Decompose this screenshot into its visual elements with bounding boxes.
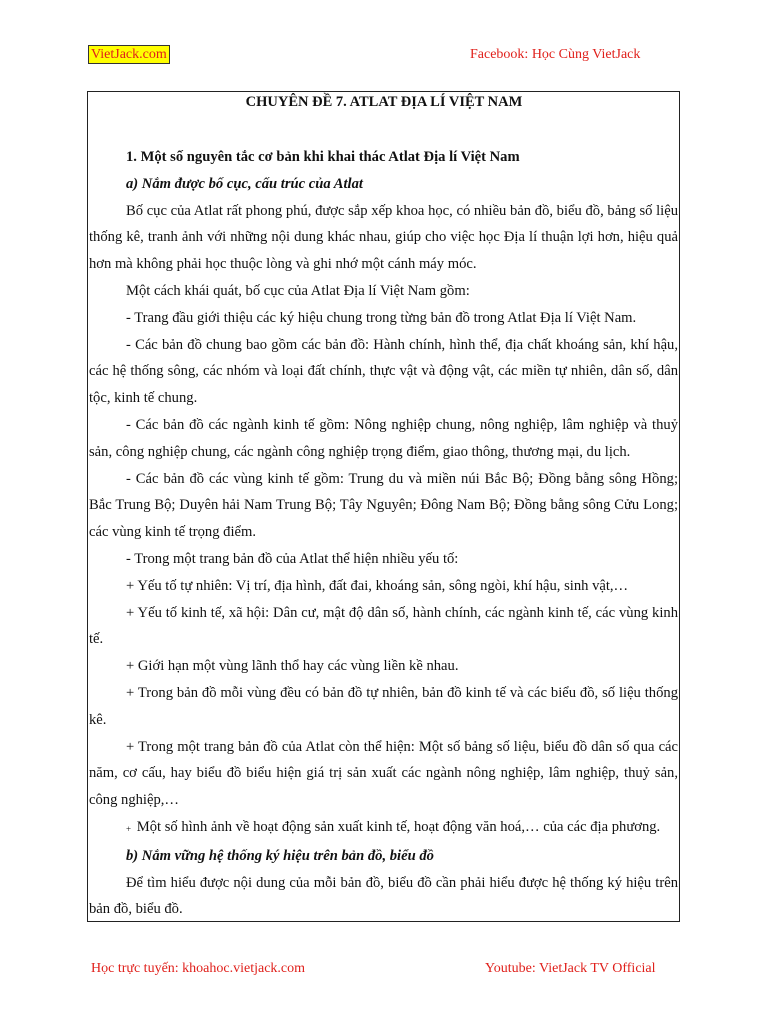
list-item: + Trong bản đồ mỗi vùng đều có bản đồ tự nhiên, bản đồ kinh tế và các biểu đồ, số liệu thống kê.	[89, 684, 678, 728]
list-item: + Trong một trang bản đồ của Atlat còn thể hiện: Một số bảng số liệu, biểu đồ dân số qua các năm, cơ cấu, hay biểu đồ biểu hiện giá trị sản xuất các ngành nông nghiệp, lâm nghiệp, thuỷ sản, công nghiệp,…	[89, 738, 678, 809]
vietjack-brand-link[interactable]: VietJack.com	[88, 45, 170, 64]
online-learning-link[interactable]: Học trực tuyến: khoahoc.vietjack.com	[91, 961, 306, 976]
facebook-label: Facebook: Học Cùng VietJack	[470, 47, 641, 62]
page-title: CHUYÊN ĐỀ 7. ATLAT ĐỊA LÍ VIỆT NAM	[245, 94, 523, 110]
list-item: - Các bản đồ các ngành kinh tế gồm: Nông nghiệp chung, nông nghiệp, lâm nghiệp và thuỷ sản, công nghiệp chung, các ngành công nghiệp trọng điểm, giao thông, thương mại, du lịch.	[89, 416, 678, 460]
subheading-b: b) Nắm vững hệ thống ký hiệu trên bản đồ, biểu đồ	[126, 847, 434, 864]
document-body	[89, 144, 678, 923]
list-item	[89, 814, 678, 843]
plus-marker: +	[126, 823, 132, 834]
list-item: - Các bản đồ các vùng kinh tế gồm: Trung du và miền núi Bắc Bộ; Đồng bằng sông Hồng; Bắc Trung Bộ; Duyên hải Nam Trung Bộ; Tây Nguyên; Đông Nam Bộ; Đồng bằng sông Cửu Long; các vùng kinh tế trọng điểm.	[89, 470, 678, 541]
paragraph: Bố cục của Atlat rất phong phú, được sắp xếp khoa học, có nhiều bản đồ, biểu đồ, bảng số liệu thống kê, tranh ảnh với những nội dung khác nhau, giúp cho việc học Địa lí thuận lợi hơn, hiệu quả hơn mà không phải học thuộc lòng và ghi nhớ một cánh máy móc.	[89, 202, 678, 273]
list-item: + Yếu tố tự nhiên: Vị trí, địa hình, đất đai, khoáng sản, sông ngòi, khí hậu, sinh vật,…	[126, 577, 629, 594]
youtube-link[interactable]: Youtube: VietJack TV Official	[485, 961, 656, 976]
list-item: + Giới hạn một vùng lãnh thổ hay các vùng liền kề nhau.	[126, 658, 459, 675]
subheading-a: a) Nắm được bố cục, cấu trúc của Atlat	[126, 175, 363, 192]
paragraph: Một cách khái quát, bố cục của Atlat Địa lí Việt Nam gồm:	[126, 282, 470, 299]
list-item: - Các bản đồ chung bao gồm các bản đồ: Hành chính, hình thể, địa chất khoáng sản, khí hậu, các hệ thống sông, các nhóm và loại đất chính, thực vật và động vật, các miền tự nhiên, dân số, dân tộc, kinh tế chung.	[89, 336, 678, 407]
list-item: - Trong một trang bản đồ của Atlat thể hiện nhiều yếu tố:	[126, 550, 459, 567]
paragraph: Để tìm hiểu được nội dung của mỗi bản đồ, biểu đồ cần phải hiểu được hệ thống ký hiệu trên bản đồ, biểu đồ.	[89, 874, 678, 918]
section-heading: 1. Một số nguyên tắc cơ bản khi khai thác Atlat Địa lí Việt Nam	[126, 149, 520, 165]
list-item: + Yếu tố kinh tế, xã hội: Dân cư, mật độ dân số, hành chính, các ngành kinh tế, các vùng kinh tế.	[89, 604, 678, 648]
list-item-text: Một số hình ảnh về hoạt động sản xuất kinh tế, hoạt động văn hoá,… của các địa phương.	[136, 818, 661, 835]
list-item: - Trang đầu giới thiệu các ký hiệu chung trong từng bản đồ trong Atlat Địa lí Việt Nam.	[126, 309, 637, 326]
